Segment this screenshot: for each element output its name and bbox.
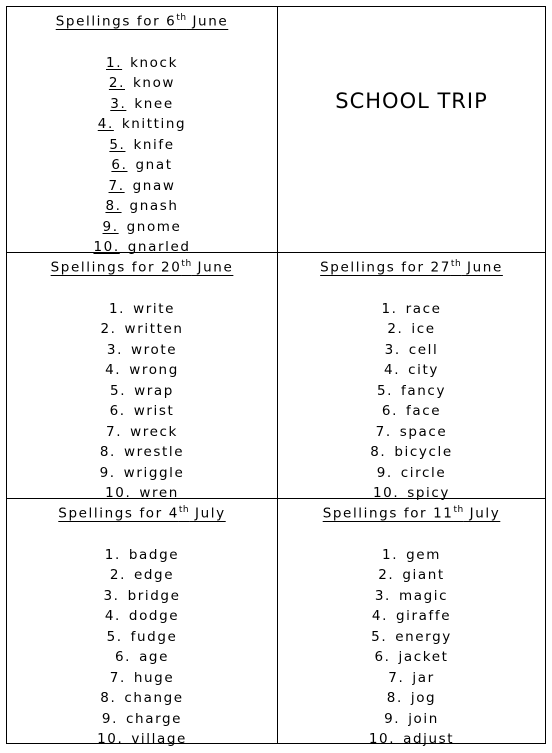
list-item: 10. gnarled — [93, 239, 191, 255]
list-item: 1. knock — [106, 54, 178, 71]
spelling-card-6th-june — [7, 7, 277, 255]
list-item: 5. energy — [371, 628, 452, 645]
school-trip-card — [278, 7, 545, 252]
list-item: 9. wriggle — [99, 464, 185, 481]
list-item: 3. wrote — [106, 341, 178, 358]
list-item: 4. knitting — [97, 116, 187, 132]
word-list — [7, 299, 277, 504]
list-item: 8. jog — [386, 690, 437, 706]
list-item: 4. dodge — [104, 608, 180, 624]
list-item: 10. adjust — [368, 731, 455, 747]
spelling-grid — [6, 6, 546, 747]
word-list — [278, 545, 545, 750]
list-item: 4. giraffe — [371, 608, 452, 624]
word-list — [7, 53, 277, 258]
list-item: 9. join — [384, 710, 439, 727]
list-item: 3. knee — [110, 95, 174, 112]
list-item: 2. written — [100, 321, 184, 337]
list-item: 6. age — [114, 649, 170, 665]
list-item: 6. wrist — [109, 403, 175, 419]
list-item: 2. giant — [378, 567, 445, 583]
list-item: 2. know — [108, 75, 176, 91]
spelling-card-4th-july — [7, 499, 277, 747]
list-item: 6. jacket — [374, 649, 449, 665]
card-title: Spellings for 4th July — [58, 505, 226, 522]
list-item: 5. wrap — [110, 382, 174, 399]
list-item: 7. space — [375, 423, 448, 440]
list-item: 9. gnome — [102, 218, 182, 235]
spelling-card-27th-june — [278, 253, 545, 501]
list-item: 8. gnash — [105, 198, 179, 214]
list-item: 5. knife — [109, 136, 175, 153]
list-item: 7. wreck — [106, 423, 178, 440]
list-item: 1. write — [108, 300, 176, 317]
list-item: 4. city — [384, 362, 439, 378]
list-item: 1. badge — [104, 546, 180, 563]
list-item: 10. wren — [105, 485, 179, 501]
list-item: 3. cell — [384, 341, 439, 358]
card-title: Spellings for 27th June — [320, 259, 503, 276]
list-item: 6. gnat — [111, 157, 173, 173]
list-item: 8. bicycle — [370, 444, 453, 460]
list-item: 3. magic — [374, 587, 449, 604]
card-title: Spellings for 6th June — [55, 13, 229, 30]
spelling-card-20th-june — [7, 253, 277, 501]
list-item: 2. ice — [387, 321, 436, 337]
list-item: 3. bridge — [103, 587, 181, 604]
word-list — [278, 299, 545, 504]
spelling-card-11th-july — [278, 499, 545, 747]
list-item: 8. change — [100, 690, 184, 706]
list-item: 6. face — [381, 403, 442, 419]
word-list — [7, 545, 277, 750]
list-item: 1. gem — [382, 546, 441, 563]
card-title: Spellings for 11th July — [322, 505, 501, 522]
list-item: 8. wrestle — [99, 444, 185, 460]
list-item: 1. race — [381, 300, 442, 317]
list-item: 7. huge — [109, 669, 175, 686]
list-item: 7. gnaw — [108, 177, 176, 194]
list-item: 9. charge — [101, 710, 183, 727]
list-item: 4. wrong — [105, 362, 179, 378]
list-item: 5. fudge — [106, 628, 178, 645]
list-item: 7. jar — [388, 669, 435, 686]
list-item: 2. edge — [109, 567, 175, 583]
card-title: Spellings for 20th June — [50, 259, 234, 276]
list-item: 9. circle — [376, 464, 447, 481]
list-item: 5. fancy — [376, 382, 447, 399]
list-item: 10. village — [97, 731, 187, 747]
list-item: 10. spicy — [372, 485, 451, 501]
school-trip-label: SCHOOL TRIP — [335, 89, 488, 113]
